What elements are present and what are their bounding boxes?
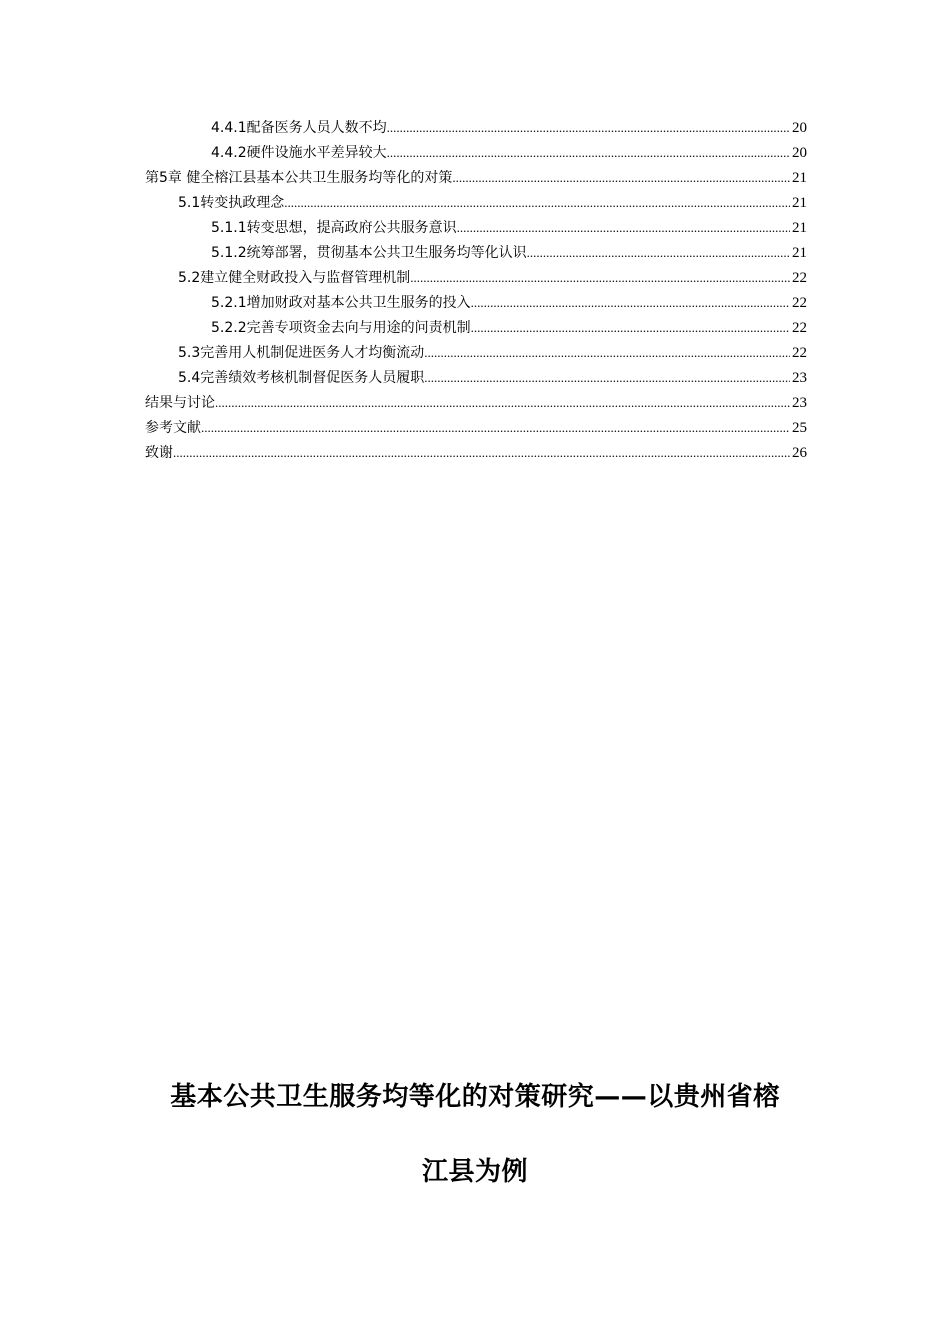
toc-leader-dots — [452, 165, 790, 190]
toc-entry[interactable] — [145, 115, 807, 140]
toc-entry-page: 22 — [792, 270, 807, 286]
toc-entry-label: 4.4.2硬件设施水平差异较大 — [211, 145, 387, 161]
toc-entry-page: 21 — [792, 195, 807, 211]
toc-entry-page: 23 — [792, 370, 807, 386]
toc-entry-page: 21 — [792, 170, 807, 186]
toc-entry-label: 4.4.1配备医务人员人数不均 — [211, 120, 387, 136]
toc-entry[interactable] — [145, 140, 807, 165]
toc-leader-dots — [284, 190, 790, 215]
toc-entry-page: 21 — [792, 220, 807, 236]
toc-leader-dots — [387, 140, 790, 165]
toc-entry-page: 21 — [792, 245, 807, 261]
toc-entry-label: 5.2.2完善专项资金去向与用途的问责机制 — [211, 320, 471, 336]
toc-leader-dots — [471, 315, 790, 340]
toc-leader-dots — [387, 115, 790, 140]
toc-entry-label: 5.3完善用人机制促进医务人才均衡流动 — [178, 345, 425, 361]
toc-entry[interactable] — [145, 415, 807, 440]
toc-leader-dots — [424, 365, 790, 390]
toc-entry[interactable] — [145, 240, 807, 265]
toc-entry[interactable] — [145, 265, 807, 290]
toc-entry-page: 25 — [792, 420, 807, 436]
toc-leader-dots — [201, 415, 790, 440]
toc-leader-dots — [471, 290, 790, 315]
toc-entry[interactable] — [145, 440, 807, 465]
toc-entry-label: 参考文献 — [145, 420, 201, 436]
toc-leader-dots — [410, 265, 790, 290]
toc-leader-dots — [424, 340, 790, 365]
document-title-line-1: 基本公共卫生服务均等化的对策研究——以贵州省榕 — [170, 1082, 780, 1112]
toc-entry-label: 5.1转变执政理念 — [178, 195, 285, 211]
toc-entry[interactable] — [145, 165, 807, 190]
toc-entry[interactable] — [145, 290, 807, 315]
toc-entry-label: 5.1.1转变思想，提高政府公共服务意识 — [211, 220, 457, 236]
toc-leader-dots — [173, 440, 790, 465]
toc-leader-dots — [215, 390, 790, 415]
toc-entry-label: 5.2建立健全财政投入与监督管理机制 — [178, 270, 411, 286]
toc-leader-dots — [457, 215, 790, 240]
toc-entry[interactable] — [145, 215, 807, 240]
toc-entry-label: 5.4完善绩效考核机制督促医务人员履职 — [178, 370, 425, 386]
toc-entry-label: 结果与讨论 — [145, 395, 215, 411]
toc-leader-dots — [527, 240, 790, 265]
toc-entry[interactable] — [145, 340, 807, 365]
toc-entry-page: 22 — [792, 295, 807, 311]
toc-entry[interactable] — [145, 190, 807, 215]
toc-entry-page: 23 — [792, 395, 807, 411]
toc-entry-label: 5.1.2统筹部署，贯彻基本公共卫生服务均等化认识 — [211, 245, 527, 261]
toc-entry-label: 致谢 — [145, 445, 173, 461]
toc-entry[interactable] — [145, 315, 807, 340]
table-of-contents — [145, 115, 807, 465]
toc-entry-page: 22 — [792, 345, 807, 361]
toc-entry-page: 20 — [792, 120, 807, 136]
toc-entry-page: 22 — [792, 320, 807, 336]
toc-entry[interactable] — [145, 365, 807, 390]
toc-entry-page: 20 — [792, 145, 807, 161]
toc-entry-label: 第5章 健全榕江县基本公共卫生服务均等化的对策 — [145, 170, 453, 186]
toc-entry[interactable] — [145, 390, 807, 415]
toc-entry-page: 26 — [792, 445, 807, 461]
toc-entry-label: 5.2.1增加财政对基本公共卫生服务的投入 — [211, 295, 471, 311]
document-title-line-2: 江县为例 — [421, 1157, 528, 1187]
